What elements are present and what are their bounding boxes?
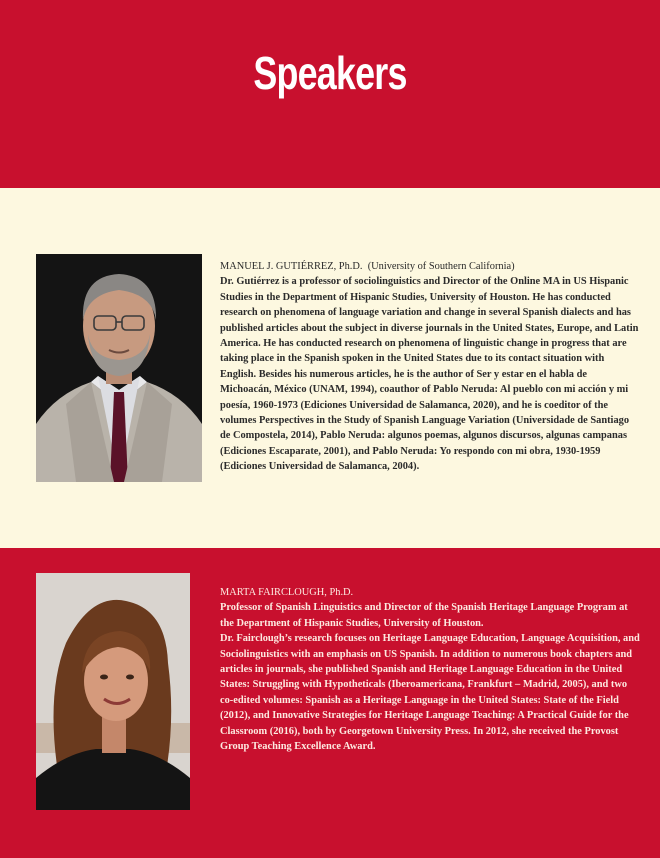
header-banner <box>0 0 660 188</box>
speaker-text-fairclough <box>220 585 640 754</box>
speaker-text-gutierrez <box>220 259 640 475</box>
speaker-section-fairclough <box>0 548 660 858</box>
speaker-bio: Dr. Gutiérrez is a professor of sociolinguistics and Director of the Online MA in US Hispanic Studies in the Department of Hispanic Studies, University of Houston. He has conducted research on phenomena of language variation and change in several Spanish dialects and has published articles about the subject in diverse journals in the United States, Europe, and Latin America. He has conducted research on phenomena of linguistic change in progress that are taking place in the Spanish spoken in the United States due to its contact situation with English. Besides his numerous articles, he is the author of Ser y estar en el habla de Michoacán, México (UNAM, 1994), coauthor of Pablo Neruda: Al pueblo con mi acción y mi poesía, 1960-1973 (Ediciones Universidad de Salamanca, 2020), and he is coeditor of the volumes Perspectives in the Study of Spanish Language Variation (Universidade de Santiago de Compostela, 2014), Pablo Neruda: algunos poemas, algunos discursos, algunas campanas (Ediciones Escaparate, 2001), and Pablo Neruda: Yo respondo con mi obra, 1930-1959 (Ediciones Universidad de Salamanca, 2004). <box>220 276 639 473</box>
speaker-title-line: Professor of Spanish Linguistics and Director of the Spanish Heritage Language Program at the Department of Hispanic Studies, University of Houston. <box>220 602 628 629</box>
speaker-affiliation: (University of Southern California) <box>367 261 515 272</box>
speaker-name: MARTA FAIRCLOUGH, Ph.D. <box>220 587 354 598</box>
speaker-photo-gutierrez <box>36 254 202 482</box>
speaker-photo-fairclough <box>36 573 190 810</box>
speaker-section-gutierrez <box>0 188 660 548</box>
speaker-name: MANUEL J. GUTIÉRREZ, Ph.D. <box>220 261 363 272</box>
speaker-bio: Dr. Fairclough’s research focuses on Heritage Language Education, Language Acquisition, and Sociolinguistics with an emphasis on US Spanish. In addition to numerous book chapters and articles in journals, she published Spanish and Heritage Language Education in the United States: Struggling with Hypotheticals (Iberoamericana, Frankfurt – Madrid, 2005), and two co-edited volumes: Spanish as a Heritage Language in the United States: State of the Field (2012), and Innovative Strategies for Heritage Language Teaching: A Practical Guide for the Classroom (2016), both by Georgetown University Press. In 2012, she received the Provost Group Teaching Excellence Award. <box>220 633 640 753</box>
page-title: Speakers <box>253 47 407 99</box>
